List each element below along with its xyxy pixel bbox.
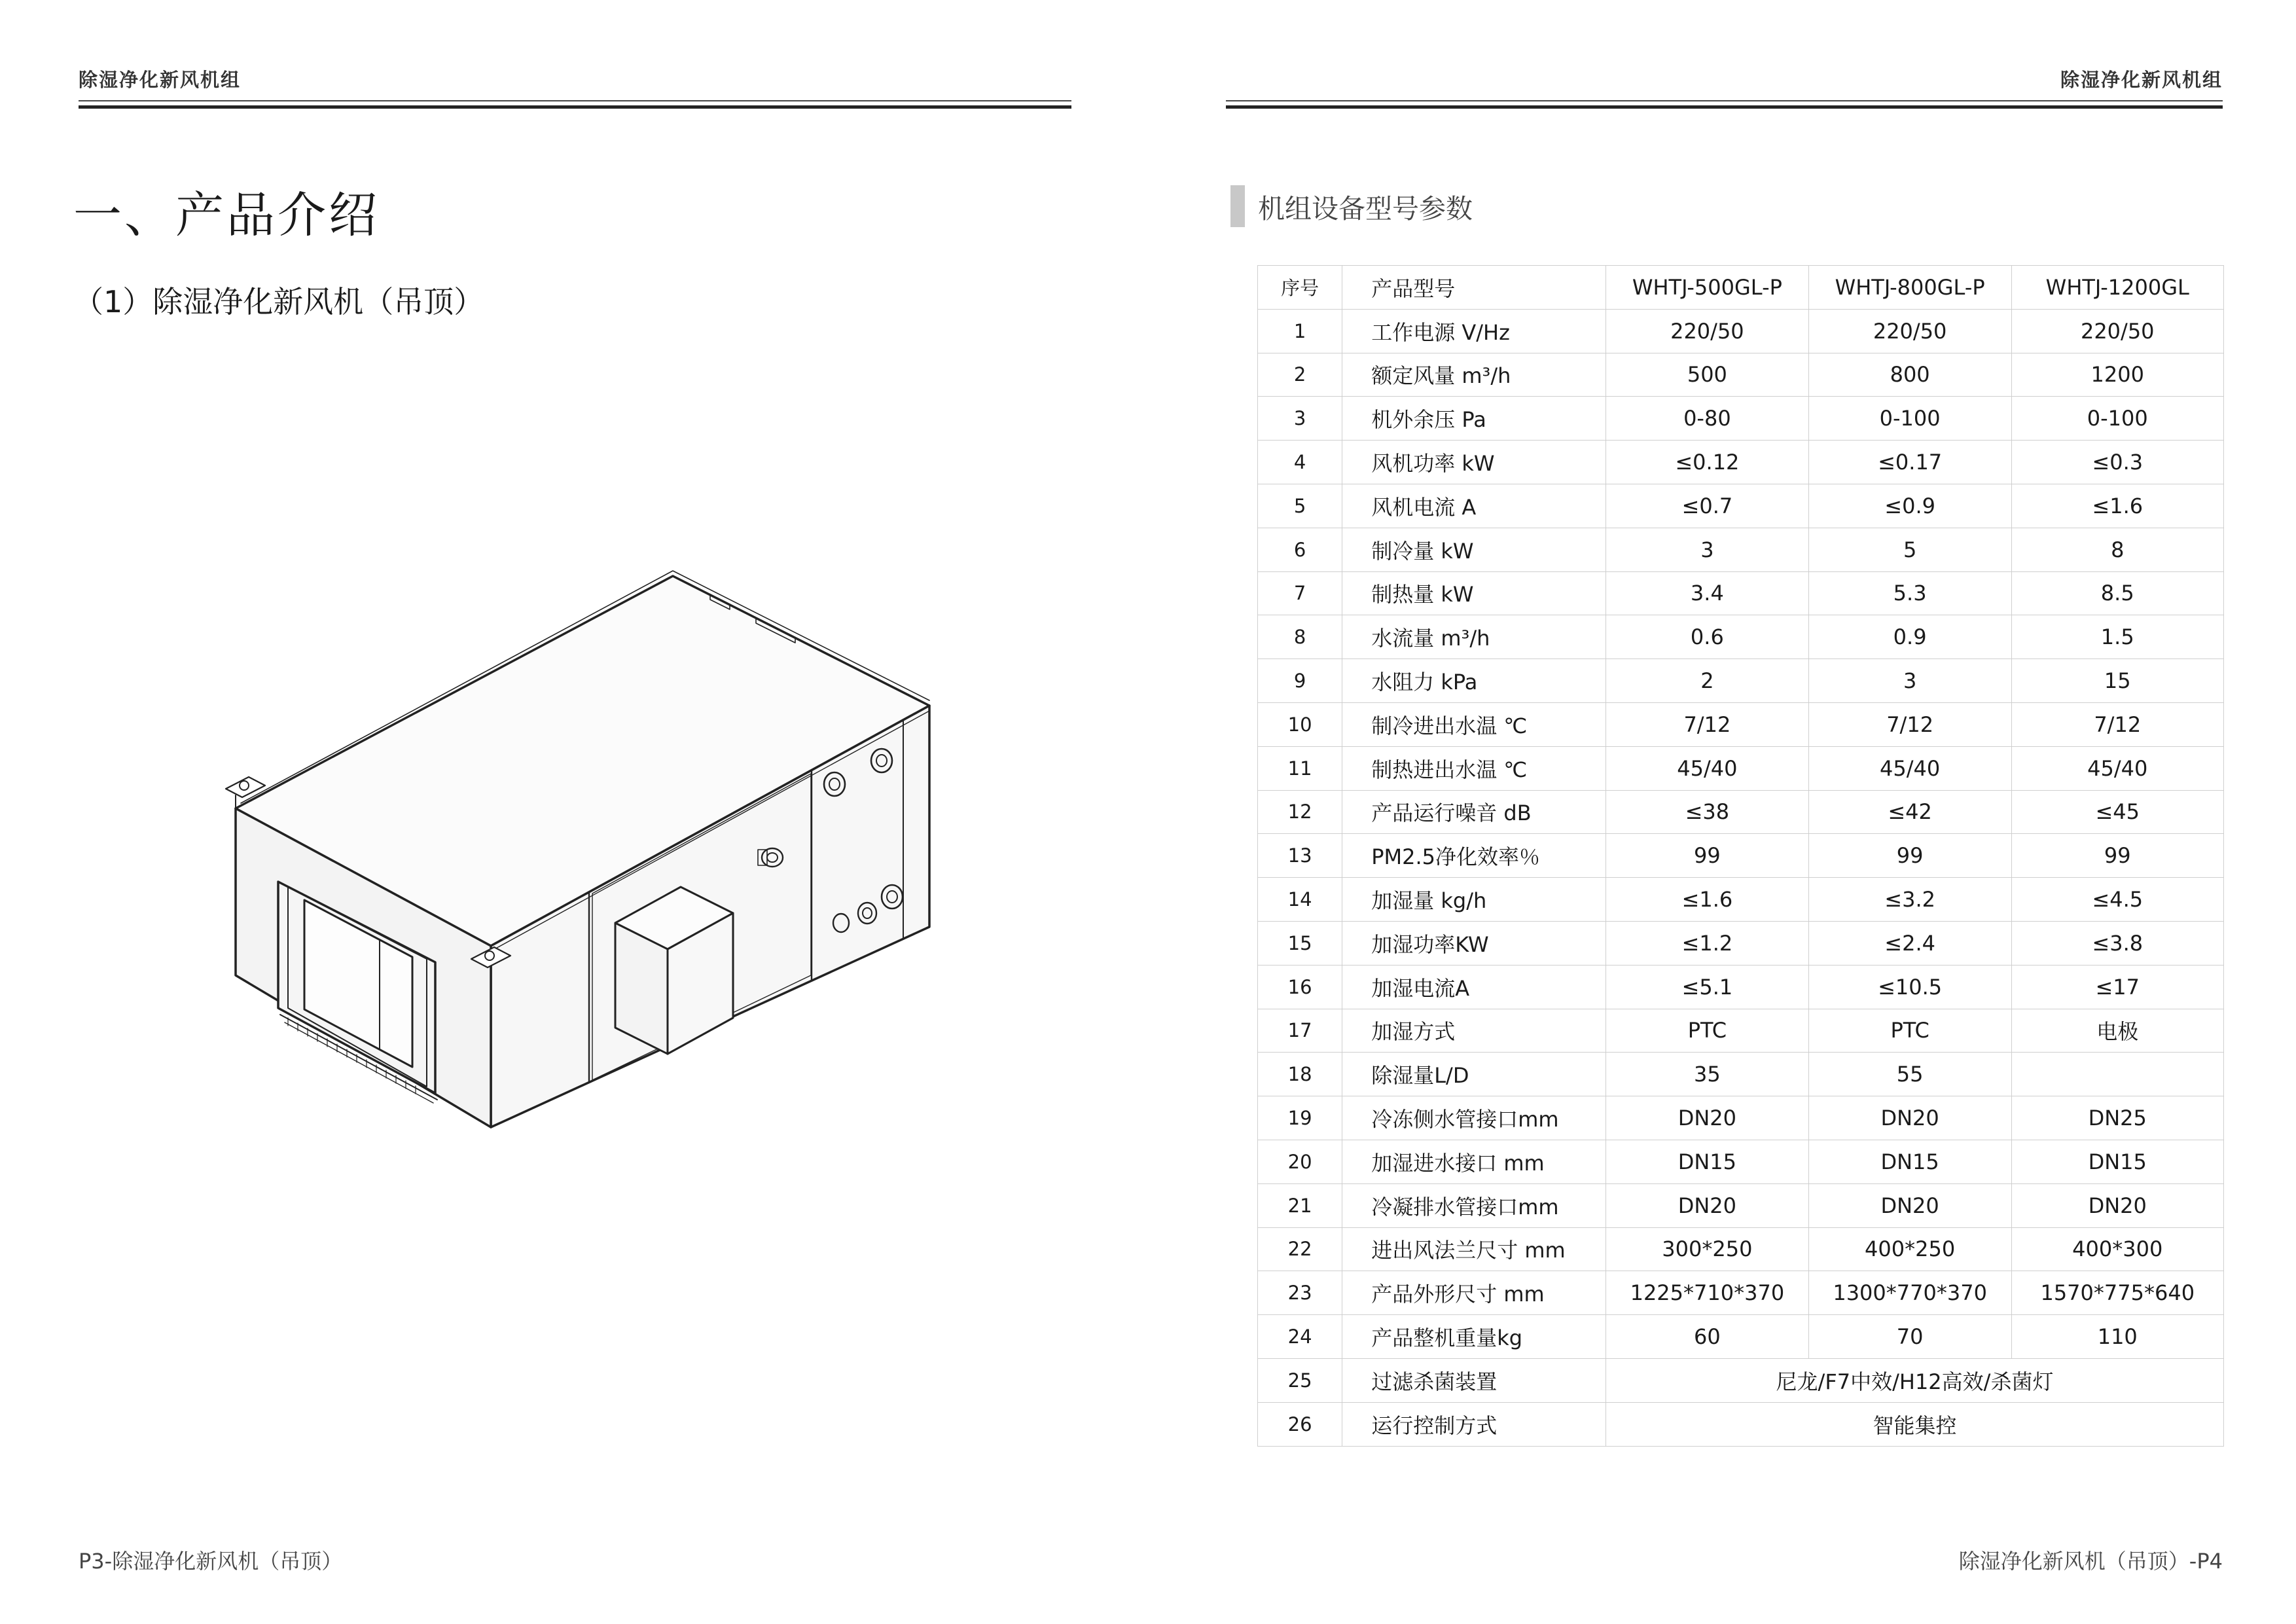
cell-1200: 15 — [2011, 659, 2224, 703]
right-header-thick-rule — [1226, 105, 2223, 109]
cell-800: 7/12 — [1808, 702, 2011, 746]
cell-no: 9 — [1258, 659, 1342, 703]
cell-500: ≤5.1 — [1606, 965, 1809, 1009]
cell-param: 制冷量 kW — [1342, 528, 1606, 571]
cell-no: 11 — [1258, 746, 1342, 790]
cell-800: 45/40 — [1808, 746, 2011, 790]
cell-500: ≤1.2 — [1606, 921, 1809, 965]
cell-param: 进出风法兰尺寸 mm — [1342, 1227, 1606, 1271]
cell-500: 99 — [1606, 834, 1809, 878]
cell-500: 7/12 — [1606, 702, 1809, 746]
cell-no: 21 — [1258, 1183, 1342, 1227]
table-row — [1258, 1140, 2224, 1183]
cell-no: 19 — [1258, 1096, 1342, 1140]
cell-no: 3 — [1258, 397, 1342, 441]
cell-1200: 45/40 — [2011, 746, 2224, 790]
table-row — [1258, 1183, 2224, 1227]
table-row — [1258, 1009, 2224, 1053]
cell-merged-value: 尼龙/F7中效/H12高效/杀菌灯 — [1606, 1358, 2224, 1402]
cell-500: 220/50 — [1606, 309, 1809, 353]
cell-500: 3 — [1606, 528, 1809, 571]
cell-param: 运行控制方式 — [1342, 1402, 1606, 1446]
table-row — [1258, 790, 2224, 834]
cell-param: 水阻力 kPa — [1342, 659, 1606, 703]
cell-500: 45/40 — [1606, 746, 1809, 790]
cell-1200: ≤17 — [2011, 965, 2224, 1009]
cell-no: 8 — [1258, 615, 1342, 659]
cell-param: 额定风量 m³/h — [1342, 353, 1606, 397]
table-row — [1258, 441, 2224, 484]
cell-800: ≤42 — [1808, 790, 2011, 834]
cell-1200: ≤0.3 — [2011, 441, 2224, 484]
cell-1200: 1570*775*640 — [2011, 1271, 2224, 1315]
cell-no: 20 — [1258, 1140, 1342, 1183]
cell-500: DN20 — [1606, 1183, 1809, 1227]
cell-800: 400*250 — [1808, 1227, 2011, 1271]
cell-no: 22 — [1258, 1227, 1342, 1271]
left-header-thick-rule — [79, 105, 1071, 109]
cell-1200: 7/12 — [2011, 702, 2224, 746]
unit-body — [236, 571, 929, 1127]
page-subheading: （1）除湿净化新风机（吊顶） — [73, 284, 484, 319]
header-cell-800: WHTJ-800GL-P — [1808, 266, 2011, 310]
cell-param: 加湿电流A — [1342, 965, 1606, 1009]
left-brand-header: 除湿净化新风机组 — [79, 69, 242, 91]
product-drawing — [223, 556, 956, 1132]
table-row — [1258, 528, 2224, 571]
cell-1200: ≤1.6 — [2011, 484, 2224, 528]
cell-800: 5.3 — [1808, 571, 2011, 615]
cell-no: 26 — [1258, 1402, 1342, 1446]
cell-merged-value: 智能集控 — [1606, 1402, 2224, 1446]
cell-500: ≤0.7 — [1606, 484, 1809, 528]
right-footer-page-label: 除湿净化新风机（吊顶）-P4 — [1958, 1549, 2223, 1574]
header-cell-1200: WHTJ-1200GL — [2011, 266, 2224, 310]
cell-param: 除湿量L/D — [1342, 1053, 1606, 1096]
cell-no: 17 — [1258, 1009, 1342, 1053]
cell-param: 风机功率 kW — [1342, 441, 1606, 484]
cell-no: 13 — [1258, 834, 1342, 878]
cell-1200: 220/50 — [2011, 309, 2224, 353]
cell-param: 产品运行噪音 dB — [1342, 790, 1606, 834]
cell-param: 工作电源 V/Hz — [1342, 309, 1606, 353]
table-row — [1258, 615, 2224, 659]
cell-param: 过滤杀菌装置 — [1342, 1358, 1606, 1402]
cell-param: 水流量 m³/h — [1342, 615, 1606, 659]
left-header-thin-rule — [79, 100, 1071, 101]
cell-500: DN15 — [1606, 1140, 1809, 1183]
cell-800: ≤2.4 — [1808, 921, 2011, 965]
section-title: 机组设备型号参数 — [1258, 193, 1473, 225]
cell-1200: 8 — [2011, 528, 2224, 571]
cell-no: 4 — [1258, 441, 1342, 484]
table-row — [1258, 353, 2224, 397]
table-row — [1258, 1096, 2224, 1140]
cell-800: 55 — [1808, 1053, 2011, 1096]
cell-param: PM2.5净化效率％ — [1342, 834, 1606, 878]
left-footer-page-label: P3-除湿净化新风机（吊顶） — [79, 1549, 343, 1574]
table-row — [1258, 1358, 2224, 1402]
table-row — [1258, 484, 2224, 528]
cell-800: PTC — [1808, 1009, 2011, 1053]
cell-param: 制热进出水温 ℃ — [1342, 746, 1606, 790]
cell-no: 2 — [1258, 353, 1342, 397]
cell-param: 加湿功率KW — [1342, 921, 1606, 965]
section-accent-bar — [1230, 185, 1245, 227]
table-row — [1258, 965, 2224, 1009]
cell-1200: 1200 — [2011, 353, 2224, 397]
table-row — [1258, 1227, 2224, 1271]
cell-no: 1 — [1258, 309, 1342, 353]
cell-500: 300*250 — [1606, 1227, 1809, 1271]
cell-800: 0-100 — [1808, 397, 2011, 441]
cell-1200: 0-100 — [2011, 397, 2224, 441]
cell-no: 14 — [1258, 878, 1342, 922]
cell-param: 冷凝排水管接口mm — [1342, 1183, 1606, 1227]
cell-no: 25 — [1258, 1358, 1342, 1402]
spec-table-body — [1258, 309, 2224, 1446]
table-row — [1258, 659, 2224, 703]
cell-800: DN15 — [1808, 1140, 2011, 1183]
cell-param: 加湿方式 — [1342, 1009, 1606, 1053]
table-row — [1258, 878, 2224, 922]
table-row — [1258, 746, 2224, 790]
cell-500: 1225*710*370 — [1606, 1271, 1809, 1315]
cell-no: 6 — [1258, 528, 1342, 571]
cell-no: 7 — [1258, 571, 1342, 615]
cell-800: 70 — [1808, 1315, 2011, 1359]
cell-param: 加湿量 kg/h — [1342, 878, 1606, 922]
spec-table — [1257, 265, 2224, 1447]
cell-1200: 99 — [2011, 834, 2224, 878]
cell-no: 24 — [1258, 1315, 1342, 1359]
cell-500: 35 — [1606, 1053, 1809, 1096]
cell-800: 99 — [1808, 834, 2011, 878]
table-row — [1258, 1402, 2224, 1446]
table-row — [1258, 921, 2224, 965]
cell-param: 产品外形尺寸 mm — [1342, 1271, 1606, 1315]
cell-800: ≤3.2 — [1808, 878, 2011, 922]
table-row — [1258, 702, 2224, 746]
cell-800: ≤0.17 — [1808, 441, 2011, 484]
cell-1200: DN25 — [2011, 1096, 2224, 1140]
cell-500: ≤38 — [1606, 790, 1809, 834]
cell-no: 15 — [1258, 921, 1342, 965]
cell-800: 1300*770*370 — [1808, 1271, 2011, 1315]
cell-500: 2 — [1606, 659, 1809, 703]
cell-800: ≤10.5 — [1808, 965, 2011, 1009]
cell-param: 制冷进出水温 ℃ — [1342, 702, 1606, 746]
right-brand-header: 除湿净化新风机组 — [2060, 69, 2223, 91]
table-header-row — [1258, 266, 2224, 310]
cell-no: 16 — [1258, 965, 1342, 1009]
table-row — [1258, 309, 2224, 353]
header-cell-500: WHTJ-500GL-P — [1606, 266, 1809, 310]
table-row — [1258, 1271, 2224, 1315]
cell-500: 3.4 — [1606, 571, 1809, 615]
cell-500: DN20 — [1606, 1096, 1809, 1140]
cell-1200: ≤4.5 — [2011, 878, 2224, 922]
cell-500: 500 — [1606, 353, 1809, 397]
cell-param: 机外余压 Pa — [1342, 397, 1606, 441]
right-header-thin-rule — [1226, 100, 2223, 101]
table-row — [1258, 1315, 2224, 1359]
cell-param: 产品整机重量kg — [1342, 1315, 1606, 1359]
cell-no: 12 — [1258, 790, 1342, 834]
cell-1200: ≤45 — [2011, 790, 2224, 834]
cell-no: 18 — [1258, 1053, 1342, 1096]
cell-1200: 110 — [2011, 1315, 2224, 1359]
table-row — [1258, 397, 2224, 441]
cell-500: 0.6 — [1606, 615, 1809, 659]
cell-1200: DN15 — [2011, 1140, 2224, 1183]
cell-800: 0.9 — [1808, 615, 2011, 659]
cell-param: 风机电流 A — [1342, 484, 1606, 528]
cell-1200 — [2011, 1053, 2224, 1096]
cell-1200: 1.5 — [2011, 615, 2224, 659]
table-row — [1258, 571, 2224, 615]
header-cell-no: 序号 — [1258, 266, 1342, 310]
table-row — [1258, 1053, 2224, 1096]
cell-800: DN20 — [1808, 1096, 2011, 1140]
table-row — [1258, 834, 2224, 878]
cell-param: 加湿进水接口 mm — [1342, 1140, 1606, 1183]
cell-500: 60 — [1606, 1315, 1809, 1359]
cell-800: ≤0.9 — [1808, 484, 2011, 528]
cell-800: 5 — [1808, 528, 2011, 571]
cell-no: 10 — [1258, 702, 1342, 746]
cell-no: 5 — [1258, 484, 1342, 528]
cell-500: ≤1.6 — [1606, 878, 1809, 922]
cell-param: 冷冻侧水管接口mm — [1342, 1096, 1606, 1140]
cell-500: 0-80 — [1606, 397, 1809, 441]
cell-800: 800 — [1808, 353, 2011, 397]
cell-no: 23 — [1258, 1271, 1342, 1315]
cell-1200: DN20 — [2011, 1183, 2224, 1227]
cell-500: PTC — [1606, 1009, 1809, 1053]
cell-1200: ≤3.8 — [2011, 921, 2224, 965]
cell-param: 制热量 kW — [1342, 571, 1606, 615]
cell-1200: 电极 — [2011, 1009, 2224, 1053]
cell-800: 3 — [1808, 659, 2011, 703]
page-heading: 一、产品介绍 — [73, 187, 380, 244]
cell-800: DN20 — [1808, 1183, 2011, 1227]
header-cell-model: 产品型号 — [1342, 266, 1606, 310]
cell-800: 220/50 — [1808, 309, 2011, 353]
cell-1200: 8.5 — [2011, 571, 2224, 615]
cell-1200: 400*300 — [2011, 1227, 2224, 1271]
cell-500: ≤0.12 — [1606, 441, 1809, 484]
